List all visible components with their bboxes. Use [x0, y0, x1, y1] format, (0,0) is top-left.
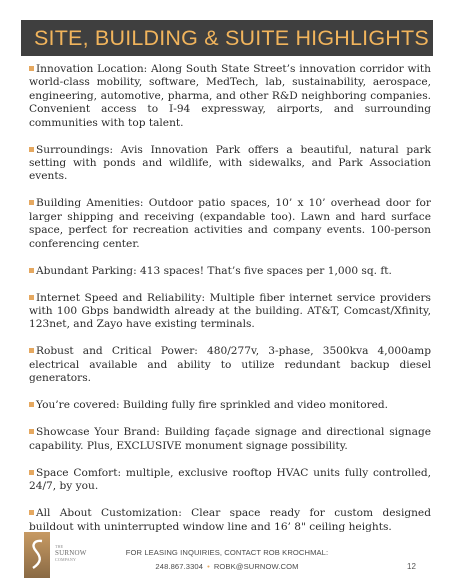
logo-name: SURNOW [55, 549, 87, 557]
square-bullet-icon [29, 295, 34, 300]
square-bullet-icon [29, 348, 34, 353]
bullet-item [29, 63, 431, 130]
footer-separator: • [207, 562, 210, 571]
bullet-text: Space Comfort: multiple, exclusive rooftop HVAC units fully controlled, 24/7, by you. [29, 466, 431, 493]
square-bullet-icon [29, 429, 34, 434]
bullet-text: Robust and Critical Power: 480/277v, 3-phase, 3500kva 4,000amp electrical available and ability to utilize redundant backup diesel generators. [29, 345, 431, 385]
bullet-item [29, 144, 431, 184]
contact-email: ROBK@SURNOW.COM [213, 562, 299, 571]
square-bullet-icon [29, 66, 34, 71]
bullet-item [29, 399, 431, 412]
bullet-item [29, 292, 431, 332]
bullet-text: Building Amenities: Outdoor patio spaces, 10’ x 10’ overhead door for larger shipping and receiving (expandable too). Lawn and hard surface space, perfect for recreation activities and company events. 100-person conferencing center. [29, 197, 431, 250]
square-bullet-icon [29, 268, 34, 273]
bullet-text: Surroundings: Avis Innovation Park offers a beautiful, natural park setting with ponds and wildlife, with sidewalks, and Park Association events. [29, 143, 431, 183]
square-bullet-icon [29, 402, 34, 407]
bullet-item [29, 345, 431, 385]
square-bullet-icon [29, 470, 34, 475]
bullet-item [29, 265, 431, 278]
page-title: SITE, BUILDING & SUITE HIGHLIGHTS [34, 25, 429, 50]
bullet-text: You’re covered: Building fully fire sprinkled and video monitored. [36, 399, 389, 412]
square-bullet-icon [29, 510, 34, 515]
footer-inquiries: FOR LEASING INQUIRIES, CONTACT ROB KROCHMAL: [125, 548, 329, 557]
bullet-text: Internet Speed and Reliability: Multiple fiber internet service providers with 100 Gbps bandwidth already at the building. AT&T, Comcast/Xfinity, 123net, and Zayo have existing terminals. [29, 291, 431, 331]
bullet-text: Showcase Your Brand: Building façade signage and directional signage capability. Plus, EXCLUSIVE monument signage possibility. [29, 426, 431, 452]
footer-contact [0, 562, 454, 571]
page-number: 12 [407, 562, 416, 571]
bullet-item [29, 507, 431, 534]
bullet-item [29, 467, 431, 494]
logo-company: COMPANY [55, 557, 77, 562]
square-bullet-icon [29, 147, 34, 152]
contact-phone: 248.867.3304 [155, 562, 204, 571]
bullet-item [29, 197, 431, 251]
bullet-text: Innovation Location: Along South State Street’s innovation corridor with world-class mobility, software, MedTech, lab, sustainability, aerospace, engineering, automotive, pharma, and other R&D neighboring companies. Convenient access to I-94 expressway, airports, and surrounding communities with top talent. [29, 63, 431, 129]
bullet-text: Abundant Parking: 413 spaces! That’s five spaces per 1,000 sq. ft. [36, 264, 392, 277]
title-banner [21, 20, 433, 56]
bullet-item [29, 426, 431, 453]
bullet-text: All About Customization: Clear space ready for custom designed buildout with uninterrupted window line and 16’ 8" ceiling heights. [29, 507, 431, 533]
square-bullet-icon [29, 200, 34, 205]
logo-the: THE [55, 544, 64, 549]
highlights-list [29, 63, 431, 548]
